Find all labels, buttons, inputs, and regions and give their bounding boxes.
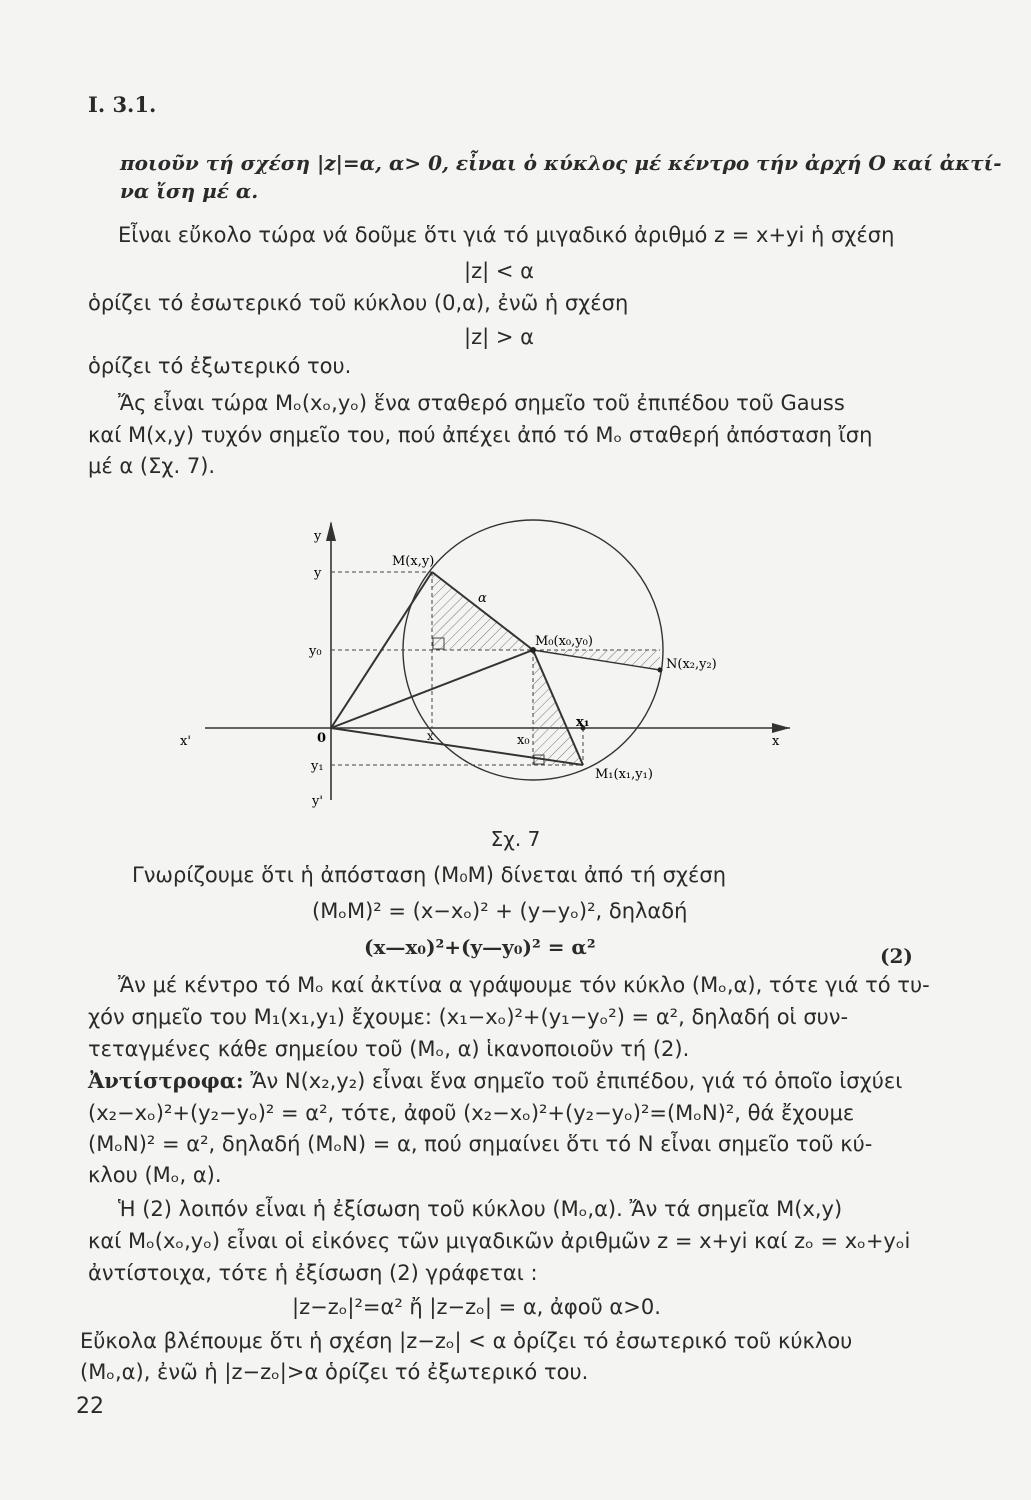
body-line-2: (MₒM)² = (x−xₒ)² + (y−yₒ)², δηλαδή [312,899,688,923]
formula-interior: |z| < α [464,259,534,283]
label-point-M1: M₁(x₁,y₁) [595,767,653,782]
body-line-11: Ἡ (2) λοιπόν εἶναι ἡ ἐξίσωση τοῦ κύκλου (Mₒ,α). Ἄν τά σημεῖα M(x,y) [118,1197,843,1221]
body-line-6: τεταγμένες κάθε σημείου τοῦ (Mₒ, α) ἱκανοποιοῦν τή (2). [88,1037,690,1061]
body-line-7 [88,1068,902,1094]
para2-line-1: Εἶναι εὔκολο τώρα νά δοῦμε ὅτι γιά τό μιγαδικό ἀριθμό z = x+yi ἡ σχέση [118,223,895,247]
para2-line-3: ὁρίζει τό ἐξωτερικό του. [88,354,352,378]
label-y-axis-neg: y' [312,794,323,809]
label-alpha: α [478,591,487,606]
segment-O-M0 [331,650,533,728]
x-axis-arrow [772,723,790,733]
para3-line-1: Ἄς εἶναι τώρα Mₒ(xₒ,yₒ) ἕνα σταθερό σημεῖο τοῦ ἐπιπέδου τοῦ Gauss [118,391,845,415]
figure-7 [160,510,820,830]
label-y1-tick: y₁ [311,759,324,774]
label-point-M0: M₀(x₀,y₀) [535,634,593,649]
body-line-5: χόν σημεῖο του M₁(x₁,y₁) ἔχουμε: (x₁−xₒ)²+(y₁−yₒ²) = α², δηλαδή οἱ συν- [88,1005,849,1029]
formula-exterior: |z| > α [464,325,534,349]
para3-line-3: μέ α (Σχ. 7). [88,454,216,478]
figure-caption: Σχ. 7 [490,827,541,851]
label-x-axis-neg: x' [180,734,191,749]
body-line-15: Εὔκολα βλέπουμε ὅτι ἡ σχέση |z−zₒ| < α ὁρίζει τό ἐσωτερικό τοῦ κύκλου [80,1329,853,1353]
label-x1-tick: x₁ [576,715,590,730]
theorem-line-1: ποιοῦν τή σχέση |z|=α, α> 0, εἶναι ὁ κύκλος μέ κέντρο τήν ἀρχή O καί ἀκτί- [120,151,1002,175]
y-axis-arrow [326,521,336,541]
para2-line-2: ὁρίζει τό ἐσωτερικό τοῦ κύκλου (0,α), ἐνῶ ἡ σχέση [88,291,629,315]
label-origin: 0 [317,731,327,746]
label-y0-tick: y₀ [309,644,322,659]
label-y-tick: y [314,566,322,581]
body-line-10: κλου (Mₒ, α). [88,1163,222,1187]
label-x-tick: x [427,729,434,743]
converse-text: Ἄν N(x₂,y₂) εἶναι ἕνα σημεῖο τοῦ ἐπιπέδου, γιά τό ὁποῖο ἰσχύει [243,1069,903,1093]
para3-line-2: καί M(x,y) τυχόν σημεῖο του, πού ἀπέχει ἀπό τό Mₒ σταθερή ἀπόσταση ἴση [88,423,873,447]
page-number: 22 [76,1394,104,1419]
converse-heading: Ἀντίστροφα: [88,1068,244,1093]
equation-2: (x—x₀)²+(y—y₀)² = α² [364,935,596,959]
body-line-4: Ἄν μέ κέντρο τό Mₒ καί ἀκτίνα α γράψουμε τόν κύκλο (Mₒ,α), τότε γιά τό τυ- [118,973,930,997]
body-line-12: καί Mₒ(xₒ,yₒ) εἶναι οἱ εἰκόνες τῶν μιγαδικῶν ἀριθμῶν z = x+yi καί zₒ = xₒ+yₒi [88,1229,911,1253]
label-x-axis: x [772,734,780,749]
body-line-1: Γνωρίζουμε ὅτι ἡ ἀπόσταση (M₀M) δίνεται ἀπό τή σχέση [132,863,727,887]
body-line-13: ἀντίστοιχα, τότε ἡ ἐξίσωση (2) γράφεται : [88,1261,538,1285]
body-line-16: (Mₒ,α), ἐνῶ ἡ |z−zₒ|>α ὁρίζει τό ἐξωτερικό του. [80,1360,589,1384]
equation-number: (2) [880,944,913,968]
point-N [658,668,663,673]
label-point-N: N(x₂,y₂) [666,657,717,672]
label-x0-tick: x₀ [517,733,530,748]
label-y-axis: y [314,529,322,544]
label-point-M: M(x,y) [392,554,435,569]
section-number: I. 3.1. [88,92,157,117]
body-line-14: |z−zₒ|²=α² ἤ |z−zₒ| = α, ἀφοῦ α>0. [292,1295,661,1319]
body-line-8: (x₂−xₒ)²+(y₂−yₒ)² = α², τότε, ἀφοῦ (x₂−xₒ)²+(y₂−yₒ)²=(MₒN)², θά ἔχουμε [88,1101,855,1125]
body-line-9: (MₒN)² = α², δηλαδή (MₒN) = α, πού σημαίνει ὅτι τό N εἶναι σημεῖο τοῦ κύ- [88,1132,873,1156]
theorem-line-2: να ἴση μέ α. [120,179,259,203]
